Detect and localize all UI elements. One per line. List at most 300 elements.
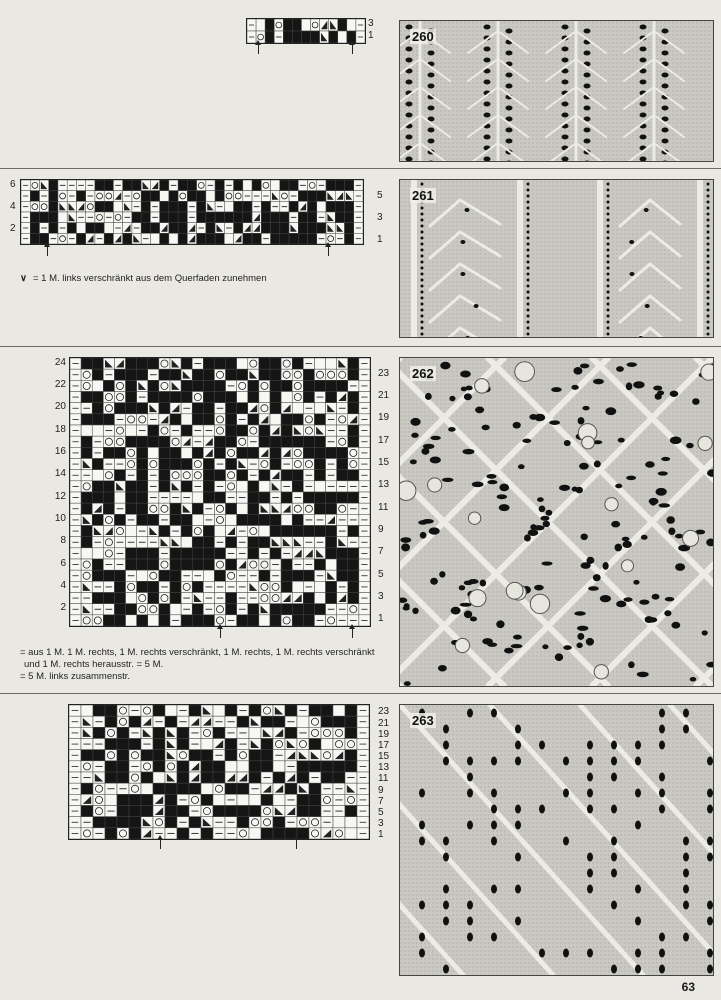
eyelet-hole <box>562 47 569 52</box>
pattern-261-grid <box>21 180 363 244</box>
chart-cell <box>129 828 141 839</box>
eyelet-hole <box>506 29 513 34</box>
eyelet-hole <box>607 291 610 294</box>
chart-cell <box>69 783 81 794</box>
eyelet-hole <box>707 321 710 324</box>
chart-cell <box>359 414 370 425</box>
eyelet-hole <box>587 869 593 878</box>
pattern-261-row-label: 4 <box>10 201 16 212</box>
eyelet-hole <box>641 535 648 540</box>
chart-cell <box>281 358 292 369</box>
chart-cell <box>159 514 170 525</box>
chart-cell <box>292 358 303 369</box>
chart-cell <box>141 716 153 727</box>
chart-cell <box>117 705 129 716</box>
chart-cell <box>337 615 348 626</box>
eyelet-hole <box>484 47 491 52</box>
chart-cell <box>261 828 273 839</box>
eyelet-hole <box>615 484 622 489</box>
chart-cell <box>105 739 117 750</box>
chart-cell <box>261 806 273 817</box>
chart-cell <box>226 380 237 391</box>
chart-cell <box>177 761 189 772</box>
chart-cell <box>234 180 243 191</box>
chart-cell <box>213 783 225 794</box>
chart-cell <box>270 459 281 470</box>
chart-cell <box>248 369 259 380</box>
chart-cell <box>67 233 76 244</box>
chart-cell <box>298 180 307 191</box>
eyelet-hole <box>562 58 569 63</box>
eyelet-hole <box>577 626 588 631</box>
eyelet-hole <box>442 478 454 482</box>
row-label: 7 <box>378 546 384 558</box>
chart-cell <box>49 212 58 223</box>
chart-cell <box>259 615 270 626</box>
chart-cell <box>314 425 325 436</box>
chart-cell <box>317 191 326 202</box>
eyelet-hole <box>607 273 610 276</box>
eyelet-hole <box>564 440 571 446</box>
row-label: 1 <box>378 829 384 841</box>
chart-cell <box>70 470 81 481</box>
chart-cell <box>214 503 225 514</box>
eyelet-hole <box>707 285 710 288</box>
chart-cell <box>337 492 348 503</box>
chart-cell <box>170 425 181 436</box>
chart-cell <box>309 783 321 794</box>
chart-cell <box>280 180 289 191</box>
chart-cell <box>259 380 270 391</box>
row-label: 20 <box>54 401 66 413</box>
chart-cell <box>177 750 189 761</box>
chart-cell <box>137 358 148 369</box>
chart-cell <box>141 212 150 223</box>
chart-cell <box>359 570 370 581</box>
chart-cell <box>359 425 370 436</box>
chart-cell <box>333 761 345 772</box>
chart-cell <box>225 727 237 738</box>
chart-cell <box>213 716 225 727</box>
chart-cell <box>261 223 270 234</box>
eyelet-hole <box>640 113 647 118</box>
row-label: 13 <box>378 762 390 774</box>
chart-cell <box>270 380 281 391</box>
chart-cell <box>201 828 213 839</box>
chart-cell <box>86 191 95 202</box>
chart-cell <box>92 447 103 458</box>
legend-text: = 1 M. links verschränkt aus dem Querfaden zunehmen <box>32 273 267 284</box>
chart-cell <box>49 180 58 191</box>
chart-cell <box>92 559 103 570</box>
chart-cell <box>148 403 159 414</box>
chart-cell <box>335 212 344 223</box>
chart-cell <box>67 212 76 223</box>
bobble <box>698 436 712 450</box>
chart-cell <box>333 806 345 817</box>
eyelet-hole <box>611 757 617 766</box>
chart-cell <box>237 817 249 828</box>
chart-cell <box>103 593 114 604</box>
eyelet-hole <box>690 677 697 682</box>
chart-cell <box>249 761 261 772</box>
chart-cell <box>81 414 92 425</box>
chart-cell <box>153 750 165 761</box>
chart-cell <box>248 559 259 570</box>
chart-cell <box>203 403 214 414</box>
eyelet-hole <box>504 648 514 654</box>
legend-line <box>8 671 392 683</box>
chart-cell <box>92 436 103 447</box>
eyelet-hole <box>419 949 425 958</box>
chart-cell <box>348 425 359 436</box>
chart-cell <box>177 817 189 828</box>
eyelet-hole <box>467 789 473 798</box>
chart-cell <box>292 414 303 425</box>
chart-cell <box>303 425 314 436</box>
chart-cell <box>337 380 348 391</box>
chart-cell <box>337 604 348 615</box>
chart-cell <box>214 492 225 503</box>
chart-cell <box>281 604 292 615</box>
chart-cell <box>226 559 237 570</box>
chart-cell <box>70 414 81 425</box>
chart-cell <box>281 559 292 570</box>
chart-cell <box>160 191 169 202</box>
eyelet-hole <box>518 464 525 469</box>
chart-cell <box>126 459 137 470</box>
chart-cell <box>259 559 270 570</box>
chart-cell <box>214 481 225 492</box>
chart-cell <box>132 233 141 244</box>
eyelet-hole <box>463 449 475 455</box>
chart-cell <box>203 447 214 458</box>
chart-cell <box>181 548 192 559</box>
eyelet-hole <box>412 608 418 614</box>
chart-cell <box>81 806 93 817</box>
chart-cell <box>132 201 141 212</box>
chart-cell <box>226 369 237 380</box>
chart-cell <box>67 223 76 234</box>
chart-cell <box>170 403 181 414</box>
chart-cell <box>159 414 170 425</box>
eyelet-hole <box>587 741 593 750</box>
eyelet-hole <box>451 607 461 615</box>
eyelet-hole <box>578 417 585 424</box>
chart-cell <box>248 392 259 403</box>
eyelet-hole <box>607 303 610 306</box>
chart-cell <box>76 201 85 212</box>
chart-cell <box>297 783 309 794</box>
chart-cell <box>357 817 369 828</box>
chart-cell <box>58 212 67 223</box>
eyelet-hole <box>707 261 710 264</box>
chart-cell <box>333 772 345 783</box>
chart-cell <box>137 604 148 615</box>
bobble <box>468 512 480 524</box>
chart-cell <box>126 492 137 503</box>
chart-cell <box>203 537 214 548</box>
chart-cell <box>21 191 30 202</box>
chart-cell <box>129 806 141 817</box>
chart-cell <box>309 739 321 750</box>
eyelet-hole <box>658 471 668 475</box>
chart-cell <box>203 615 214 626</box>
chart-cell <box>148 380 159 391</box>
chart-cell <box>359 403 370 414</box>
pattern-261-row-label: 6 <box>10 179 16 190</box>
eyelet-hole <box>421 279 424 282</box>
chart-cell <box>126 425 137 436</box>
chart-cell <box>170 481 181 492</box>
eyelet-hole <box>573 367 582 375</box>
pattern-261-row-label: 3 <box>377 212 383 223</box>
chart-cell <box>273 750 285 761</box>
chart-cell <box>153 705 165 716</box>
chart-cell <box>326 503 337 514</box>
chart-cell <box>237 436 248 447</box>
chart-cell <box>201 783 213 794</box>
chart-cell <box>359 358 370 369</box>
chart-cell <box>114 392 125 403</box>
eyelet-hole <box>611 773 617 782</box>
eyelet-hole <box>664 610 671 616</box>
eyelet-hole <box>707 837 713 846</box>
chart-cell <box>203 481 214 492</box>
eyelet-hole <box>404 681 411 686</box>
eyelet-hole <box>707 237 710 240</box>
chart-cell <box>298 191 307 202</box>
chart-cell <box>359 593 370 604</box>
chart-cell <box>192 537 203 548</box>
chart-cell <box>248 593 259 604</box>
chart-cell <box>252 223 261 234</box>
chart-cell <box>81 358 92 369</box>
chart-cell <box>126 470 137 481</box>
chart-cell <box>248 358 259 369</box>
chart-cell <box>76 212 85 223</box>
eyelet-hole <box>421 333 424 336</box>
chart-cell <box>314 459 325 470</box>
chart-cell <box>153 783 165 794</box>
chart-cell <box>225 794 237 805</box>
chart-cell <box>137 581 148 592</box>
eyelet-hole <box>645 461 655 468</box>
eyelet-hole <box>629 272 634 276</box>
chart-cell <box>261 716 273 727</box>
chart-cell <box>30 180 39 191</box>
chart-cell <box>81 503 92 514</box>
eyelet-hole <box>403 606 410 610</box>
eyelet-hole <box>400 537 411 543</box>
chart-cell <box>81 783 93 794</box>
chart-cell <box>348 436 359 447</box>
chart-cell <box>226 593 237 604</box>
chart-cell <box>160 233 169 244</box>
chart-cell <box>248 503 259 514</box>
chart-cell <box>169 180 178 191</box>
chart-cell <box>213 806 225 817</box>
chart-cell <box>215 223 224 234</box>
chart-cell <box>261 201 270 212</box>
chart-cell <box>248 425 259 436</box>
chart-cell <box>270 403 281 414</box>
chart-cell <box>201 817 213 828</box>
eyelet-hole <box>419 837 425 846</box>
eyelet-hole <box>659 805 665 814</box>
chart-cell <box>345 727 357 738</box>
knit-texture <box>400 705 713 975</box>
chart-cell <box>81 470 92 481</box>
pattern-262-chart <box>69 357 371 627</box>
chart-cell <box>337 548 348 559</box>
eyelet-hole <box>474 304 479 308</box>
chart-cell <box>348 369 359 380</box>
row-label: 5 <box>378 568 384 580</box>
chart-cell <box>181 526 192 537</box>
chart-cell <box>321 750 333 761</box>
eyelet-hole <box>587 853 593 862</box>
chart-cell <box>70 537 81 548</box>
eyelet-hole <box>640 58 647 63</box>
chart-cell <box>348 593 359 604</box>
chart-cell <box>169 191 178 202</box>
eyelet-hole <box>683 853 689 862</box>
eyelet-hole <box>467 773 473 782</box>
chart-cell <box>252 233 261 244</box>
chart-cell <box>214 604 225 615</box>
chart-cell <box>201 772 213 783</box>
chart-cell <box>297 806 309 817</box>
eyelet-hole <box>527 201 530 204</box>
chart-cell <box>259 570 270 581</box>
chart-cell <box>126 559 137 570</box>
chart-cell <box>237 581 248 592</box>
chart-cell <box>261 761 273 772</box>
eyelet-hole <box>707 249 710 252</box>
chart-cell <box>137 492 148 503</box>
chart-cell <box>289 180 298 191</box>
chart-cell <box>309 806 321 817</box>
chart-cell <box>206 223 215 234</box>
chart-cell <box>314 570 325 581</box>
chart-cell <box>234 233 243 244</box>
chart-cell <box>321 794 333 805</box>
chart-cell <box>270 447 281 458</box>
chart-cell <box>326 414 337 425</box>
eyelet-hole <box>421 285 424 288</box>
chart-cell <box>348 481 359 492</box>
chart-cell <box>192 436 203 447</box>
chart-cell <box>137 503 148 514</box>
chart-cell <box>214 380 225 391</box>
chart-cell <box>285 783 297 794</box>
chart-cell <box>137 526 148 537</box>
chart-cell <box>159 581 170 592</box>
chart-cell <box>326 514 337 525</box>
eyelet-hole <box>607 183 610 186</box>
chart-cell <box>285 750 297 761</box>
chart-cell <box>237 593 248 604</box>
chart-cell <box>357 783 369 794</box>
chart-cell <box>225 705 237 716</box>
chart-cell <box>314 492 325 503</box>
chart-cell <box>93 806 105 817</box>
eyelet-hole <box>563 757 569 766</box>
chart-cell <box>30 223 39 234</box>
chart-cell <box>126 581 137 592</box>
chart-cell <box>329 31 338 43</box>
eyelet-hole <box>428 139 435 144</box>
chart-cell <box>297 716 309 727</box>
chart-cell <box>159 459 170 470</box>
eyelet-hole <box>443 741 449 750</box>
chart-cell <box>178 223 187 234</box>
chart-cell <box>126 615 137 626</box>
chart-cell <box>225 716 237 727</box>
chart-cell <box>103 570 114 581</box>
chart-cell <box>237 783 249 794</box>
eyelet-hole <box>527 249 530 252</box>
eyelet-hole <box>580 363 589 368</box>
eyelet-hole <box>515 757 521 766</box>
chart-cell <box>150 180 159 191</box>
eyelet-hole <box>707 267 710 270</box>
chart-cell <box>81 581 92 592</box>
eyelet-hole <box>640 102 647 107</box>
eyelet-hole <box>541 561 552 565</box>
chart-cell <box>314 537 325 548</box>
eyelet-hole <box>607 237 610 240</box>
chart-cell <box>249 750 261 761</box>
chart-cell <box>214 436 225 447</box>
chart-cell <box>252 180 261 191</box>
chart-cell <box>237 392 248 403</box>
chart-cell <box>192 380 203 391</box>
chart-cell <box>86 223 95 234</box>
eyelet-hole <box>635 965 641 974</box>
eyelet-hole <box>584 51 591 56</box>
chart-cell <box>281 403 292 414</box>
chart-cell <box>261 727 273 738</box>
eyelet-hole <box>460 371 471 378</box>
chart-cell <box>148 392 159 403</box>
chart-cell <box>206 180 215 191</box>
pattern-260-grid <box>247 19 365 43</box>
chart-cell <box>348 392 359 403</box>
eyelet-hole <box>539 805 545 814</box>
eyelet-hole <box>659 709 665 718</box>
chart-cell <box>148 436 159 447</box>
chart-cell <box>237 358 248 369</box>
chart-cell <box>237 705 249 716</box>
chart-cell <box>203 503 214 514</box>
chart-cell <box>337 503 348 514</box>
eyelet-hole <box>581 562 591 569</box>
chart-cell <box>137 615 148 626</box>
chart-cell <box>261 794 273 805</box>
eyelet-hole <box>707 303 710 306</box>
chart-cell <box>213 828 225 839</box>
eyelet-hole <box>616 601 626 608</box>
eyelet-hole <box>467 821 473 830</box>
repeat-arrow <box>220 628 221 638</box>
chart-cell <box>292 537 303 548</box>
chart-cell <box>81 425 92 436</box>
chart-cell <box>226 548 237 559</box>
eyelet-hole <box>652 594 660 600</box>
eyelet-hole <box>707 279 710 282</box>
